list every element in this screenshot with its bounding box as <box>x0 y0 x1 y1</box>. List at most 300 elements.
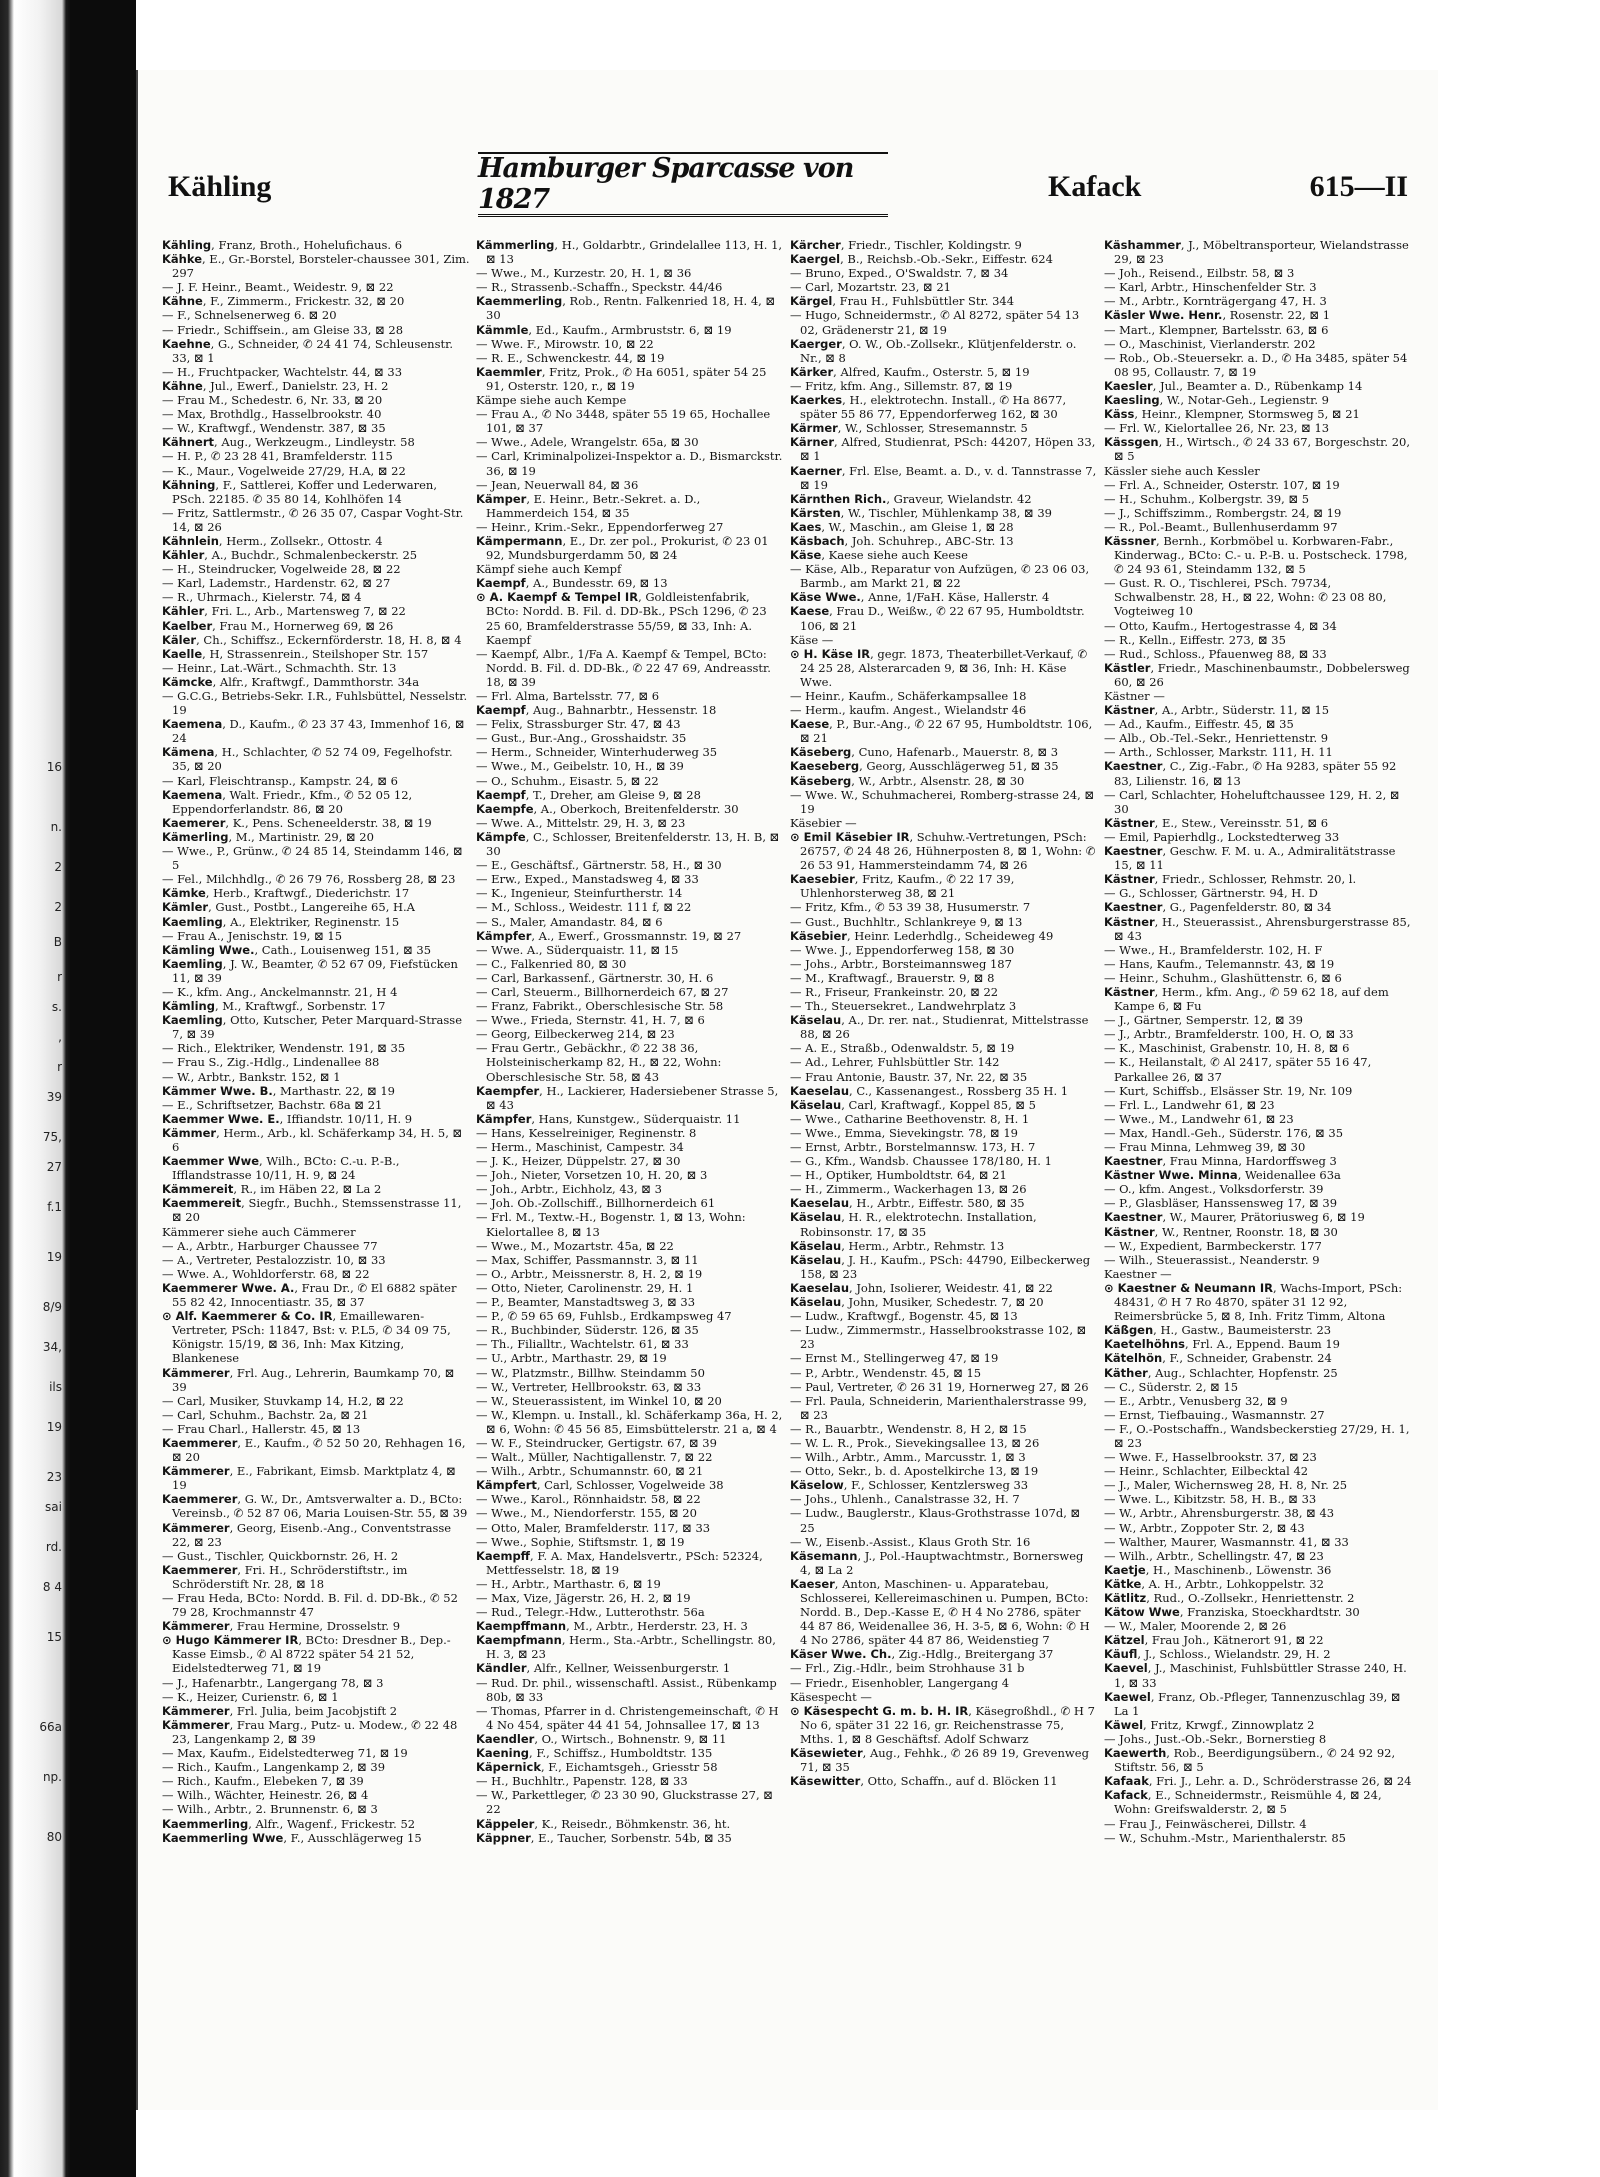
directory-entry: Kämmer Wwe. B., Marthastr. 22, ⊠ 19 <box>162 1083 395 1098</box>
directory-entry: Kaempff, F. A. Max, Handelsvertr., PSch: 52324, Mettfesselstr. 18, ⊠ 19 <box>476 1548 763 1577</box>
directory-entry: — R., Strassenb.-Schaffn., Speckstr. 44/46 <box>476 280 723 295</box>
directory-entry: — Felix, Strassburger Str. 47, ⊠ 43 <box>476 717 681 732</box>
directory-entry: — Heinr., Krim.-Sekr., Eppendorferweg 27 <box>476 519 724 534</box>
directory-entry: Kaerkes, H., elektrotechn. Install., ✆ Ha 8677, später 55 86 77, Eppendorferweg 162, ⊠ 30 <box>790 393 1067 422</box>
directory-entry: Kaemena, Walt. Friedr., Kfm., ✆ 52 05 12, Eppendorferlandstr. 86, ⊠ 20 <box>162 787 413 816</box>
header-last-entry: Kafack <box>1048 170 1142 203</box>
directory-entry: — W., Maler, Moorende 2, ⊠ 26 <box>1104 1619 1287 1634</box>
directory-entry: — Wwe. A., Mittelstr. 29, H. 3, ⊠ 23 <box>476 815 686 830</box>
directory-entry: — W. F., Steindrucker, Gertigstr. 67, ⊠ 39 <box>476 1435 717 1450</box>
directory-entry: — Herm., kaufm. Angest., Wielandstr 46 <box>790 703 1027 718</box>
directory-entry: Kaempf, T., Dreher, am Gleise 9, ⊠ 28 <box>476 787 701 802</box>
directory-entry: Kämmerling, H., Goldarbtr., Grindelallee 113, H. 1, ⊠ 13 <box>476 238 783 267</box>
directory-entry: — W., Parkettleger, ✆ 23 30 90, Gluckstrasse 27, ⊠ 22 <box>476 1788 773 1817</box>
directory-entry: Kaemerer, K., Pens. Scheneelderstr. 38, ⊠ 19 <box>162 815 432 830</box>
directory-entry: — Rud., Schloss., Pfauenweg 88, ⊠ 33 <box>1104 646 1327 661</box>
directory-entry: — Ludw., Kraftwgf., Bogenstr. 45, ⊠ 13 <box>790 1309 1018 1324</box>
directory-page <box>136 70 1438 2110</box>
previous-page-text-fragment: 80 <box>46 1830 62 1844</box>
directory-entry: — G., Kfm., Wandsb. Chaussee 178/180, H. 1 <box>790 1154 1052 1169</box>
directory-entry: — W., Arbtr., Bankstr. 152, ⊠ 1 <box>162 1069 341 1084</box>
directory-entry: Käppeler, K., Reisedr., Böhmkenstr. 36, ht. <box>476 1816 731 1831</box>
previous-page-edge <box>0 0 70 2177</box>
directory-entry: — H., Fruchtpacker, Wachtelstr. 44, ⊠ 33 <box>162 364 403 379</box>
directory-entry: — R., Friseur, Frankeinstr. 20, ⊠ 22 <box>790 984 999 999</box>
directory-entry: — F., O.-Postschaffn., Wandsbeckerstieg 27/29, H. 1, ⊠ 23 <box>1104 1421 1410 1450</box>
directory-entry: — Rud., Telegr.-Hdw., Lutterothstr. 56a <box>476 1605 705 1620</box>
directory-entry: — Th., Filialltr., Wachtelstr. 61, ⊠ 33 <box>476 1337 689 1352</box>
directory-entry: Käselau, Carl, Kraftwagf., Koppel 85, ⊠ 5 <box>790 1097 1036 1112</box>
directory-entry: Kärgel, Frau H., Fuhlsbüttler Str. 344 <box>790 294 1015 309</box>
directory-entry: — Wwe. A., Wohldorferstr. 68, ⊠ 22 <box>162 1266 370 1281</box>
directory-entry: Kaempf, Aug., Bahnarbtr., Hessenstr. 18 <box>476 703 717 718</box>
directory-entry: — Frau Minna, Lehmweg 39, ⊠ 30 <box>1104 1140 1306 1154</box>
directory-entry: — W., Arbtr., Zoppoter Str. 2, ⊠ 43 <box>1104 1520 1305 1535</box>
column-2 <box>476 238 784 2098</box>
directory-entry: — Joh., Reisend., Eilbstr. 58, ⊠ 3 <box>1104 266 1295 281</box>
directory-entry: — Emil, Papierhdlg., Lockstedterweg 33 <box>1104 829 1340 844</box>
directory-entry: — Frl., Zig.-Hdlr., beim Strohhause 31 b <box>790 1661 1025 1676</box>
directory-entry: — F., Schnelsenerweg 6. ⊠ 20 <box>162 308 337 323</box>
directory-entry: Kaese, P., Bur.-Ang., ✆ 22 67 95, Humboldtstr. 106, ⊠ 21 <box>790 717 1093 746</box>
directory-entry: — Otto, Kaufm., Hertogestrasse 4, ⊠ 34 <box>1104 618 1337 633</box>
directory-entry: — Gust., Bur.-Ang., Grosshaidstr. 35 <box>476 731 687 746</box>
directory-entry: Kaestner, Geschw. F. M. u. A., Admiralitätstrasse 15, ⊠ 11 <box>1104 844 1396 873</box>
directory-entry: Kämper, E. Heinr., Betr.-Sekret. a. D., Hammerdeich 154, ⊠ 35 <box>476 491 701 520</box>
directory-entry: Kätelhön, F., Schneider, Grabenstr. 24 <box>1104 1351 1332 1366</box>
directory-entry: — Wwe., M., Niendorferstr. 155, ⊠ 20 <box>476 1506 697 1521</box>
directory-entry: — Frau Charl., Hallerstr. 45, ⊠ 13 <box>162 1421 361 1436</box>
directory-entry: Kämler, Gust., Postbt., Langereihe 65, H.A <box>162 900 415 915</box>
previous-page-text-fragment: B <box>53 935 62 949</box>
directory-entry: Kaestner, Frau Minna, Hardorffsweg 3 <box>1104 1154 1337 1169</box>
directory-entry: Käsbach, Joh. Schuhrep., ABC-Str. 13 <box>790 533 1014 548</box>
directory-entry: — Wwe. F., Hasselbrookstr. 37, ⊠ 23 <box>1104 1450 1317 1465</box>
directory-entry: Käselau, H. R., elektrotechn. Installation, Robinsonstr. 17, ⊠ 35 <box>790 1210 1037 1239</box>
directory-entry: Kästner Wwe. Minna, Weidenallee 63a <box>1104 1168 1341 1183</box>
directory-entry: — H., Steindrucker, Vogelweide 28, ⊠ 22 <box>162 562 401 577</box>
directory-entry: Kähne, F., Zimmerm., Frickestr. 32, ⊠ 20 <box>162 294 405 309</box>
directory-entry: — Herm., Schneider, Winterhuderweg 35 <box>476 745 718 760</box>
directory-entry: Kämpfert, Carl, Schlosser, Vogelweide 38 <box>476 1478 724 1493</box>
directory-entry: Kätke, A. H., Arbtr., Lohkoppelstr. 32 <box>1104 1576 1324 1591</box>
directory-entry: Kämpfer, Hans, Kunstgew., Süderquaistr. 11 <box>476 1111 741 1126</box>
directory-entry: ⊙ Hugo Kämmerer IR, BCto: Dresdner B., Dep.-Kasse Eimsb., ✆ Al 8722 später 54 21 52, Eidelstedterweg 71, ⊠ 19 <box>162 1633 451 1676</box>
directory-entry: — Rich., Kaufm., Langenkamp 2, ⊠ 39 <box>162 1760 386 1775</box>
directory-entry: — Max, Schiffer, Passmannstr. 3, ⊠ 11 <box>476 1252 699 1267</box>
directory-entry: — Kaempf, Albr., 1/Fa A. Kaempf & Tempel, BCto: Nordd. B. Fil. d. DD-Bk., ✆ 22 47 69, Andreasstr. 18, ⊠ 39 <box>476 646 771 689</box>
directory-entry: Käßgen, H., Gastw., Baumeisterstr. 23 <box>1104 1323 1332 1338</box>
directory-entry: Kaemmerer Wwe. A., Frau Dr., ✆ El 6882 später 55 82 42, Innocentiastr. 35, ⊠ 37 <box>162 1280 457 1310</box>
directory-entry: — Frau Heda, BCto: Nordd. B. Fil. d. DD-Bk., ✆ 52 79 28, Krochmannstr 47 <box>162 1591 458 1620</box>
directory-entry: Käss, Heinr., Klempner, Stormsweg 5, ⊠ 21 <box>1104 407 1360 422</box>
directory-entry: Käsemann, J., Pol.-Hauptwachtmstr., Bornersweg 4, ⊠ La 2 <box>790 1548 1084 1577</box>
directory-entry: — Ernst, Tiefbauing., Wasmannstr. 27 <box>1104 1407 1325 1422</box>
directory-entry: Kämpermann, E., Dr. zer pol., Prokurist, ✆ 23 01 92, Mundsburgerdamm 50, ⊠ 24 <box>476 533 769 563</box>
directory-entry: — Frau S., Zig.-Hdlg., Lindenallee 88 <box>162 1055 380 1070</box>
directory-entry: — R., Kelln., Eiffestr. 273, ⊠ 35 <box>1104 632 1286 647</box>
directory-entry: Käselau, John, Musiker, Schedestr. 7, ⊠ 20 <box>790 1295 1044 1310</box>
directory-entry: ⊙ Alf. Kaemmerer & Co. IR, Emaillewaren-Vertreter, PSch: 11847, Bst: v. P.L5, ✆ 34 09 75, Königstr. 15/19, ⊠ 36, Inh: Max Kitzing, Blankenese <box>162 1309 451 1366</box>
directory-entry: — O., Arbtr., Meissnerstr. 8, H. 2, ⊠ 19 <box>476 1266 703 1281</box>
directory-entry: — O., Maschinist, Vierlanderstr. 202 <box>1104 336 1316 351</box>
directory-entry: — Wwe., Catharine Beethovenstr. 8, H. 1 <box>790 1111 1030 1126</box>
previous-page-text-fragment: 2 <box>54 860 62 874</box>
directory-entry: — A., Arbtr., Harburger Chaussee 77 <box>162 1238 378 1253</box>
directory-entry: Kässner, Bernh., Korbmöbel u. Korbwaren-Fabr., Kinderwag., BCto: C.- u. P.-B. u. Postscheck. 1798, ✆ 24 93 61, Steindamm 132, ⊠ 5 <box>1104 533 1408 577</box>
directory-entry: — Walt., Müller, Nachtigallenstr. 7, ⊠ 22 <box>476 1450 713 1465</box>
directory-entry: ⊙ A. Kaempf & Tempel IR, Goldleistenfabrik, BCto: Nordd. B. Fil. d. DD-Bk., PSch 1296, ✆ 23 25 60, Bramfelderstrasse 55/59, ⊠ 33, Inh: A. Kaempf <box>476 590 767 647</box>
directory-entry: Kaempfer, H., Lackierer, Hadersiebener Strasse 5, ⊠ 43 <box>476 1083 779 1112</box>
directory-entry: Käselau, J. H., Kaufm., PSch: 44790, Eilbeckerweg 158, ⊠ 23 <box>790 1252 1091 1281</box>
directory-entry: — E., Schriftsetzer, Bachstr. 68a ⊠ 21 <box>162 1097 383 1112</box>
directory-entry: Kämmereit, R., im Häben 22, ⊠ La 2 <box>162 1182 382 1197</box>
directory-entry: — H., Buchhltr., Papenstr. 128, ⊠ 33 <box>476 1774 688 1789</box>
directory-entry: Kaestner, C., Zig.-Fabr., ✆ Ha 9283, später 55 92 83, Lilienstr. 16, ⊠ 13 <box>1104 759 1397 788</box>
directory-entry: — Carl, Barkassenf., Gärtnerstr. 30, H. 6 <box>476 970 714 985</box>
directory-entry: — M., Arbtr., Kornträgergang 47, H. 3 <box>1104 294 1327 309</box>
directory-entry: — J., Schiffszimm., Rombergstr. 24, ⊠ 19 <box>1104 505 1342 520</box>
directory-entry: — Carl, Mozartstr. 23, ⊠ 21 <box>790 280 951 295</box>
directory-entry: Kärmer, W., Schlosser, Stresemannstr. 5 <box>790 421 1028 436</box>
directory-entry: — Heinr., Kaufm., Schäferkampsallee 18 <box>790 689 1027 703</box>
previous-page-text-fragment: 66a <box>39 1720 62 1734</box>
directory-entry: — Heinr., Schlachter, Eilbecktal 42 <box>1104 1464 1309 1479</box>
directory-entry: — J., Maler, Wichernsweg 28, H. 8, Nr. 25 <box>1104 1478 1348 1493</box>
page-number: 615—II <box>1309 170 1408 203</box>
directory-entry: — Max, Handl.-Geh., Süderstr. 176, ⊠ 35 <box>1104 1125 1344 1140</box>
directory-entry: — O., kfm. Angest., Volksdorferstr. 39 <box>1104 1182 1324 1197</box>
directory-entry: — J. F. Heinr., Beamt., Weidestr. 9, ⊠ 22 <box>162 280 394 295</box>
directory-entry: — Fritz, Sattlermstr., ✆ 26 35 07, Caspar Voght-Str. 14, ⊠ 26 <box>162 505 464 534</box>
directory-entry: — Wwe. F., Mirowstr. 10, ⊠ 22 <box>476 336 654 351</box>
directory-entry: — Max, Kaufm., Eidelstedterweg 71, ⊠ 19 <box>162 1746 408 1761</box>
directory-entry: Kaemmerling, Rob., Rentn. Falkenried 18, H. 4, ⊠ 30 <box>476 294 776 323</box>
previous-page-text-fragment: rd. <box>45 1540 62 1554</box>
directory-entry: — Johs., Just.-Ob.-Sekr., Bornerstieg 8 <box>1104 1731 1327 1746</box>
directory-entry: — R. E., Schwenckestr. 44, ⊠ 19 <box>476 350 665 365</box>
directory-entry: Kaemmerling, Alfr., Wagenf., Frickestr. 52 <box>162 1816 416 1831</box>
directory-entry: — Carl, Steuerm., Billhornerdeich 67, ⊠ 27 <box>476 984 729 999</box>
directory-entry: — K., Maschinist, Grabenstr. 10, H. 8, ⊠ 6 <box>1104 1041 1350 1056</box>
directory-entry: — Otto, Maler, Bramfelderstr. 117, ⊠ 33 <box>476 1520 711 1535</box>
entry-columns <box>162 238 1414 2098</box>
directory-entry: — K., kfm. Ang., Anckelmannstr. 21, H 4 <box>162 984 398 999</box>
directory-entry: Käpernick, F., Eichamtsgeh., Griesstr 58 <box>476 1760 718 1775</box>
directory-entry: Kaesebier, Fritz, Kaufm., ✆ 22 17 39, Uhlenhorsterweg 38, ⊠ 21 <box>790 872 1015 901</box>
directory-entry: — K., Heilanstalt, ✆ Al 2417, später 55 16 47, Parkallee 26, ⊠ 37 <box>1104 1055 1372 1084</box>
directory-entry: Kaestner, W., Maurer, Prätoriusweg 6, ⊠ 19 <box>1104 1210 1365 1225</box>
directory-entry: — Johs., Uhlenh., Canalstrasse 32, H. 7 <box>790 1492 1020 1507</box>
directory-entry: — Alb., Ob.-Tel.-Sekr., Henriettenstr. 9 <box>1104 731 1329 746</box>
directory-entry: Kätzel, Frau Joh., Kätnerort 91, ⊠ 22 <box>1104 1633 1324 1648</box>
directory-entry: Kaemmler, Fritz, Prok., ✆ Ha 6051, später 54 25 91, Osterstr. 120, r., ⊠ 19 <box>476 364 767 393</box>
previous-page-text-fragment: 8/9 <box>42 1300 62 1314</box>
book-gutter <box>70 0 136 2177</box>
directory-entry: Käse, Kaese siehe auch Keese <box>790 548 968 563</box>
directory-entry: Kaemmerer, E., Kaufm., ✆ 52 50 20, Rehhagen 16, ⊠ 20 <box>162 1435 466 1465</box>
directory-entry: Kämmerer, Georg, Eisenb.-Ang., Conventstrasse 22, ⊠ 23 <box>162 1520 452 1549</box>
directory-entry: — Gust., Buchhltr., Schlankreye 9, ⊠ 13 <box>790 914 1023 929</box>
previous-page-text-fragment: 16 <box>46 760 62 774</box>
directory-entry: Kaerner, Frl. Else, Beamt. a. D., v. d. Tannstrasse 7, ⊠ 19 <box>790 463 1097 492</box>
directory-entry: Kaergel, B., Reichsb.-Ob.-Sekr., Eiffestr. 624 <box>790 252 1053 267</box>
directory-entry: Kämmerer siehe auch Cämmerer <box>162 1224 356 1239</box>
directory-entry: Käse — <box>790 632 834 647</box>
directory-entry: Kähler, A., Buchdr., Schmalenbeckerstr. 25 <box>162 548 418 563</box>
directory-entry: — Wwe., M., Landwehr 61, ⊠ 23 <box>1104 1111 1294 1126</box>
directory-entry: Kämmerer, Frl. Aug., Lehrerin, Baumkamp 70, ⊠ 39 <box>162 1365 455 1394</box>
column-1 <box>162 238 470 2098</box>
directory-entry: Kämmerer, E., Fabrikant, Eimsb. Marktplatz 4, ⊠ 19 <box>162 1464 456 1493</box>
directory-entry: — Frau J., Feinwäscherei, Dillstr. 4 <box>1104 1816 1307 1831</box>
directory-entry: Kärnthen Rich., Graveur, Wielandstr. 42 <box>790 491 1032 506</box>
directory-entry: — J. K., Heizer, Düppelstr. 27, ⊠ 30 <box>476 1154 681 1169</box>
directory-entry: Käseberg, Cuno, Hafenarb., Mauerstr. 8, ⊠ 3 <box>790 745 1059 760</box>
directory-entry: — Joh. Ob.-Zollschiff., Billhornerdeich 61 <box>476 1196 716 1211</box>
directory-entry: — Frau M., Schedestr. 6, Nr. 33, ⊠ 20 <box>162 393 383 408</box>
directory-entry: Kändler, Alfr., Kellner, Weissenburgerstr. 1 <box>476 1661 731 1676</box>
directory-entry: — Th., Steuersekret., Landwehrplatz 3 <box>790 999 1017 1014</box>
previous-page-text-fragment: 75, <box>42 1130 62 1144</box>
directory-entry: Kämpe siehe auch Kempe <box>476 393 627 408</box>
directory-entry: — Frau A., Jenischstr. 19, ⊠ 15 <box>162 928 343 943</box>
directory-entry: Kähling, Franz, Broth., Hohelufichaus. 6 <box>162 238 403 252</box>
directory-entry: — G., Schlosser, Gärtnerstr. 94, H. D <box>1104 886 1318 901</box>
directory-entry: — Frau Gertr., Gebäckhr., ✆ 22 38 36, Holsteinischerkamp 82, H., ⊠ 22, Wohn: Oberschlesische Str. 58, ⊠ 43 <box>476 1041 722 1084</box>
directory-entry: Kämke, Herb., Kraftwgf., Diederichstr. 17 <box>162 886 410 901</box>
directory-entry: — Wwe., Emma, Sievekingstr. 78, ⊠ 19 <box>790 1125 1018 1140</box>
directory-entry: — W., Eisenb.-Assist., Klaus Groth Str. 16 <box>790 1534 1031 1549</box>
directory-entry: — Wwe., H., Bramfelderstr. 102, H. F <box>1104 942 1323 957</box>
directory-entry: — Franz, Fabrikt., Oberschlesische Str. 58 <box>476 999 724 1014</box>
directory-entry: Kästner, Friedr., Schlosser, Rehmstr. 20, l. <box>1104 872 1357 887</box>
directory-entry: — W., Platzmstr., Billhw. Steindamm 50 <box>476 1365 705 1380</box>
directory-entry: Käsespecht — <box>790 1689 872 1704</box>
directory-entry: Kaetelhöhns, Frl. A., Eppend. Baum 19 <box>1104 1337 1340 1352</box>
directory-entry: Kaeselau, John, Isolierer, Weidestr. 41, ⊠ 22 <box>790 1280 1053 1295</box>
column-3 <box>790 238 1098 2098</box>
directory-entry: Kaesler, Jul., Beamter a. D., Rübenkamp 14 <box>1104 378 1363 393</box>
directory-entry: — Wwe. A., Süderquaistr. 11, ⊠ 15 <box>476 942 679 957</box>
directory-entry: Kämpf siehe auch Kempf <box>476 562 622 577</box>
directory-entry: Kähler, Fri. L., Arb., Martensweg 7, ⊠ 22 <box>162 604 406 619</box>
directory-entry: — Ernst M., Stellingerweg 47, ⊠ 19 <box>790 1351 999 1366</box>
previous-page-text-fragment: ils <box>49 1380 62 1394</box>
directory-entry: — O., Schuhm., Eisastr. 5, ⊠ 22 <box>476 773 659 788</box>
directory-entry: — Heinr., Lat.-Wärt., Schmachth. Str. 13 <box>162 660 397 675</box>
directory-entry: Kaempf, A., Bundesstr. 69, ⊠ 13 <box>476 576 668 591</box>
directory-entry: Kafaak, Fri. J., Lehr. a. D., Schröderstrasse 26, ⊠ 24 <box>1104 1774 1412 1789</box>
directory-entry: — Wwe., M., Kurzestr. 20, H. 1, ⊠ 36 <box>476 266 692 281</box>
directory-entry: — Mart., Klempner, Bartelsstr. 63, ⊠ 6 <box>1104 322 1329 337</box>
directory-entry: — Frl. Alma, Bartelsstr. 77, ⊠ 6 <box>476 689 660 703</box>
directory-entry: — A., Vertreter, Pestalozzistr. 10, ⊠ 33 <box>162 1252 386 1267</box>
previous-page-text-fragment: s. <box>51 1000 62 1014</box>
directory-entry: Käser Wwe. Ch., Zig.-Hdlg., Breitergang 37 <box>790 1647 1054 1662</box>
directory-entry: — W. L. R., Prok., Sievekingsallee 13, ⊠ 26 <box>790 1435 1040 1450</box>
directory-entry: ⊙ Emil Käsebier IR, Schuhw.-Vertretungen, PSch: 26757, ✆ 24 48 26, Hühnerposten 8, ⊠ 1, Wohn: ✆ 26 53 91, Hammersteindamm 74, ⊠ 26 <box>790 829 1096 873</box>
previous-page-text-fragment: 15 <box>46 1630 62 1644</box>
directory-entry: — P., ✆ 59 65 69, Fuhlsb., Erdkampsweg 47 <box>476 1309 732 1324</box>
previous-page-text-fragment: r <box>57 970 62 984</box>
directory-entry: — Frl. A., Schneider, Osterstr. 107, ⊠ 19 <box>1104 477 1340 492</box>
directory-entry: Kämmer, Herm., Arb., kl. Schäferkamp 34, H. 5, ⊠ 6 <box>162 1125 463 1154</box>
directory-entry: Kähke, E., Gr.-Borstel, Borsteler-chaussee 301, Zim. 297 <box>162 252 470 281</box>
directory-entry: Käwel, Fritz, Krwgf., Zinnowplatz 2 <box>1104 1717 1315 1732</box>
previous-page-text-fragment: np. <box>42 1770 62 1784</box>
directory-entry: — Frau A., ✆ No 3448, später 55 19 65, Hochallee 101, ⊠ 37 <box>476 407 771 436</box>
directory-entry: Kaemling, A., Elektriker, Reginenstr. 15 <box>162 914 400 929</box>
directory-entry: — M., Schloss., Weidestr. 111 f, ⊠ 22 <box>476 900 692 915</box>
directory-entry: — Carl, Schuhm., Bachstr. 2a, ⊠ 21 <box>162 1407 369 1422</box>
directory-entry: — Friedr., Eisenhobler, Langergang 4 <box>790 1675 1010 1690</box>
directory-entry: Käse Wwe., Anne, 1/FaH. Käse, Hallerstr. 4 <box>790 590 1050 605</box>
directory-entry: — Friedr., Schiffsein., am Gleise 33, ⊠ 28 <box>162 322 404 337</box>
directory-entry: — Ad., Lehrer, Fuhlsbüttler Str. 142 <box>790 1055 1000 1070</box>
directory-entry: Kästner, W., Rentner, Roonstr. 18, ⊠ 30 <box>1104 1224 1338 1239</box>
previous-page-text-fragment: n. <box>50 820 62 834</box>
directory-entry: — W., Kraftwgf., Wendenstr. 387, ⊠ 35 <box>162 421 386 436</box>
directory-entry: — W., Schuhm.-Mstr., Marienthalerstr. 85 <box>1104 1830 1346 1845</box>
directory-entry: — Heinr., Schuhm., Glashüttenstr. 6, ⊠ 6 <box>1104 970 1342 985</box>
directory-entry: Kämpfe, C., Schlosser, Breitenfelderstr. 13, H. B, ⊠ 30 <box>476 829 780 859</box>
directory-entry: Kämmerer, Frau Marg., Putz- u. Modew., ✆ 22 48 23, Langenkamp 2, ⊠ 39 <box>162 1717 458 1746</box>
directory-entry: Käseberg, W., Arbtr., Alsenstr. 28, ⊠ 30 <box>790 773 1025 788</box>
directory-entry: Kämmle, Ed., Kaufm., Armbruststr. 6, ⊠ 19 <box>476 322 732 337</box>
directory-entry: Käufl, J., Schloss., Wielandstr. 29, H. 2 <box>1104 1647 1331 1662</box>
directory-entry: Kaempffmann, M., Arbtr., Herderstr. 23, H. 3 <box>476 1619 748 1634</box>
directory-entry: Kärcher, Friedr., Tischler, Koldingstr. 9 <box>790 238 1022 252</box>
directory-entry: — Frl. W., Kielortallee 26, Nr. 23, ⊠ 13 <box>1104 421 1330 436</box>
directory-entry: — Gust., Tischler, Quickbornstr. 26, H. 2 <box>162 1548 399 1563</box>
directory-entry: Kaese, Frau D., Weißw., ✆ 22 67 95, Humboldtstr. 106, ⊠ 21 <box>790 604 1085 633</box>
directory-entry: ⊙ H. Käse IR, gegr. 1873, Theaterbillet-Verkauf, ✆ 24 25 28, Alsterarcaden 9, ⊠ 36, Inh: H. Käse Wwe. <box>790 646 1088 689</box>
directory-entry: Kaestner, G., Pagenfelderstr. 80, ⊠ 34 <box>1104 900 1332 915</box>
directory-entry: — Ludw., Zimmermstr., Hasselbrookstrasse 102, ⊠ 23 <box>790 1323 1087 1352</box>
directory-entry: Kätlitz, Rud., O.-Zollsekr., Henriettenstr. 2 <box>1104 1591 1355 1605</box>
directory-entry: Käppner, E., Taucher, Sorbenstr. 54b, ⊠ 35 <box>476 1830 732 1845</box>
directory-entry: Käsewitter, Otto, Schaffn., auf d. Blöcken 11 <box>790 1774 1058 1789</box>
previous-page-text-fragment: 8 4 <box>42 1580 62 1594</box>
directory-entry: Kässgen, H., Wirtsch., ✆ 24 33 67, Borgeschstr. 20, ⊠ 5 <box>1104 435 1410 464</box>
directory-entry: — J., Arbtr., Bramfelderstr. 100, H. O, ⊠ 33 <box>1104 1027 1354 1042</box>
directory-entry: Kaelle, H, Strassenrein., Steilshoper Str. 157 <box>162 646 429 661</box>
directory-entry: — Käse, Alb., Reparatur von Aufzügen, ✆ 23 06 03, Barmb., am Markt 21, ⊠ 22 <box>790 562 1090 591</box>
directory-entry: — H., Optiker, Humboldtstr. 64, ⊠ 21 <box>790 1168 1007 1183</box>
directory-entry: Kaes, W., Maschin., am Gleise 1, ⊠ 28 <box>790 519 1014 534</box>
directory-entry: — Georg, Eilbeckerweg 214, ⊠ 23 <box>476 1027 675 1042</box>
directory-entry: Kaetje, H., Maschinenb., Löwenstr. 36 <box>1104 1562 1332 1577</box>
directory-entry: Kämerling, M., Martinistr. 29, ⊠ 20 <box>162 829 374 844</box>
directory-entry: — W., Arbtr., Ahrensburgerstr. 38, ⊠ 43 <box>1104 1506 1335 1521</box>
previous-page-text-fragment: 19 <box>46 1420 62 1434</box>
directory-entry: Kätow Wwe, Franziska, Stoeckhardtstr. 30 <box>1104 1605 1360 1620</box>
directory-entry: Kaevel, J., Maschinist, Fuhlsbüttler Strasse 240, H. 1, ⊠ 33 <box>1104 1661 1407 1690</box>
directory-entry: — Wwe., M., Mozartstr. 45a, ⊠ 22 <box>476 1238 674 1253</box>
directory-entry: — Carl, Schlachter, Hoheluftchaussee 129, H. 2, ⊠ 30 <box>1104 787 1400 816</box>
directory-entry: — Hugo, Schneidermstr., ✆ Al 8272, später 54 13 02, Grädenerstr 21, ⊠ 19 <box>790 308 1080 337</box>
directory-entry: — Walther, Maurer, Wasmannstr. 41, ⊠ 33 <box>1104 1534 1349 1549</box>
directory-entry: — Hans, Kaufm., Telemannstr. 43, ⊠ 19 <box>1104 956 1335 971</box>
directory-entry: Kaempfmann, Herm., Sta.-Arbtr., Schellingstr. 80, H. 3, ⊠ 23 <box>476 1633 776 1662</box>
directory-entry: — R., Uhrmach., Kielerstr. 74, ⊠ 4 <box>162 590 362 605</box>
directory-entry: — Wilh., Arbtr., Amm., Marcusstr. 1, ⊠ 3 <box>790 1450 1026 1465</box>
directory-entry: Kämcke, Alfr., Kraftwgf., Dammthorstr. 34a <box>162 674 420 689</box>
directory-entry: — Wwe., P., Grünw., ✆ 24 85 14, Steindamm 146, ⊠ 5 <box>162 844 463 873</box>
directory-entry: — Frl. Paula, Schneiderin, Marienthalerstrasse 99, ⊠ 23 <box>790 1393 1087 1422</box>
directory-entry: Kämling, M., Kraftwgf., Sorbenstr. 17 <box>162 999 386 1014</box>
directory-entry: Kaempfe, A., Oberkoch, Breitenfelderstr. 30 <box>476 801 739 816</box>
directory-entry: — Ludw., Bauglerstr., Klaus-Grothstrasse 107d, ⊠ 25 <box>790 1506 1081 1535</box>
directory-entry: — Frl. M., Textw.-H., Bogenstr. 1, ⊠ 13, Wohn: Kielortallee 8, ⊠ 13 <box>476 1210 746 1239</box>
directory-entry: — Rob., Ob.-Steuersekr. a. D., ✆ Ha 3485, später 54 08 95, Collaustr. 7, ⊠ 19 <box>1104 350 1408 379</box>
directory-entry: — Max, Brothdlg., Hasselbrookstr. 40 <box>162 407 382 422</box>
directory-entry: — Rich., Kaufm., Elebeken 7, ⊠ 39 <box>162 1774 364 1789</box>
directory-entry: — Jean, Neuerwall 84, ⊠ 36 <box>476 477 639 492</box>
directory-entry: — Bruno, Exped., O'Swaldstr. 7, ⊠ 34 <box>790 266 1009 281</box>
directory-entry: — K., Heizer, Curienstr. 6, ⊠ 1 <box>162 1689 339 1704</box>
directory-entry: Kaesling, W., Notar-Geh., Legienstr. 9 <box>1104 393 1330 408</box>
directory-entry: — E., Arbtr., Venusberg 32, ⊠ 9 <box>1104 1393 1288 1408</box>
directory-entry: Kafack, E., Schneidermstr., Reismühle 4, ⊠ 24, Wohn: Greifswalderstr. 2, ⊠ 5 <box>1104 1788 1382 1817</box>
directory-entry: — Karl, Lademstr., Hardenstr. 62, ⊠ 27 <box>162 576 391 591</box>
directory-entry: — Carl, Musiker, Stuvkamp 14, H.2, ⊠ 22 <box>162 1393 404 1408</box>
directory-entry: — Ad., Kaufm., Eiffestr. 45, ⊠ 35 <box>1104 717 1294 732</box>
directory-entry: Kästner, Herm., kfm. Ang., ✆ 59 62 18, auf dem Kampe 6, ⊠ Fu <box>1104 984 1389 1014</box>
directory-entry: — Otto, Sekr., b. d. Apostelkirche 13, ⊠ 19 <box>790 1464 1039 1479</box>
directory-entry: — P., Glasbläser, Hanssensweg 17, ⊠ 39 <box>1104 1196 1338 1211</box>
directory-entry: — Gust. R. O., Tischlerei, PSch. 79734, Schwalbenstr. 28, H., ⊠ 22, Wohn: ✆ 23 08 80, Vogteiweg 10 <box>1104 576 1387 619</box>
directory-entry: — R., Buchbinder, Süderstr. 126, ⊠ 35 <box>476 1323 699 1338</box>
directory-entry: Kaemmerer, Fri. H., Schröderstiftstr., im Schröderstift Nr. 28, ⊠ 18 <box>162 1562 408 1591</box>
directory-entry: Käselow, F., Schlosser, Kentzlersweg 33 <box>790 1478 1029 1493</box>
directory-entry: — Kurt, Schiffsb., Elsässer Str. 19, Nr. 109 <box>1104 1083 1353 1098</box>
directory-entry: — U., Arbtr., Marthastr. 29, ⊠ 19 <box>476 1351 667 1366</box>
directory-entry: — Karl, Arbtr., Hinschenfelder Str. 3 <box>1104 280 1317 295</box>
directory-entry: — Hans, Kesselreiniger, Reginenstr. 8 <box>476 1125 697 1140</box>
directory-entry: — H., Schuhm., Kolbergstr. 39, ⊠ 5 <box>1104 491 1310 506</box>
directory-entry: Kässler siehe auch Kessler <box>1104 463 1260 478</box>
directory-entry: Kähnlein, Herm., Zollsekr., Ottostr. 4 <box>162 533 383 548</box>
directory-entry: — Frl. L., Landwehr 61, ⊠ 23 <box>1104 1097 1275 1112</box>
directory-entry: — Joh., Arbtr., Eichholz, 43, ⊠ 3 <box>476 1182 662 1197</box>
directory-entry: Kästner — <box>1104 689 1165 703</box>
directory-entry: Käther, Aug., Schlachter, Hopfenstr. 25 <box>1104 1365 1338 1380</box>
directory-entry: Kämmerer, Frau Hermine, Drosselstr. 9 <box>162 1619 401 1634</box>
directory-entry: — Wwe. J., Eppendorferweg 158, ⊠ 30 <box>790 942 1015 957</box>
directory-entry: Kämpfer, A., Ewerf., Grossmannstr. 19, ⊠ 27 <box>476 928 742 943</box>
previous-page-text-fragment: , <box>58 1030 62 1044</box>
directory-entry: — Paul, Vertreter, ✆ 26 31 19, Hornerweg 27, ⊠ 26 <box>790 1379 1089 1394</box>
directory-entry: Kästner, E., Stew., Vereinsstr. 51, ⊠ 6 <box>1104 815 1329 830</box>
directory-entry: — P., Beamter, Manstadtsweg 3, ⊠ 33 <box>476 1295 696 1310</box>
directory-entry: Käshammer, J., Möbeltransporteur, Wielandstrasse 29, ⊠ 23 <box>1104 238 1409 267</box>
directory-entry: Kaemling, J. W., Beamter, ✆ 52 67 09, Fiefstücken 11, ⊠ 39 <box>162 956 458 985</box>
directory-entry: — Rich., Elektriker, Wendenstr. 191, ⊠ 35 <box>162 1041 406 1056</box>
directory-entry: Käselau, Herm., Arbtr., Rehmstr. 13 <box>790 1238 1005 1253</box>
directory-entry: — R., Pol.-Beamt., Bullenhuserdamm 97 <box>1104 519 1338 534</box>
directory-entry: — Wwe., M., Geibelstr. 10, H., ⊠ 39 <box>476 759 684 774</box>
directory-entry: Kästner, H., Steuerassist., Ahrensburgerstrasse 85, ⊠ 43 <box>1104 914 1411 943</box>
directory-entry: Kaerger, O. W., Ob.-Zollsekr., Klütjenfelderstr. o. Nr., ⊠ 8 <box>790 336 1077 365</box>
directory-entry: Kaehne, G., Schneider, ✆ 24 41 74, Schleusenstr. 33, ⊠ 1 <box>162 336 453 365</box>
directory-entry: — Fritz, kfm. Ang., Sillemstr. 87, ⊠ 19 <box>790 378 1013 393</box>
directory-entry: Käsebier, Heinr. Lederhdlg., Scheideweg 49 <box>790 928 1054 943</box>
previous-page-text-fragment: sai <box>45 1500 62 1514</box>
page-header <box>168 152 1408 215</box>
directory-entry: — Fritz, Kfm., ✆ 53 39 38, Husumerstr. 7 <box>790 900 1031 915</box>
